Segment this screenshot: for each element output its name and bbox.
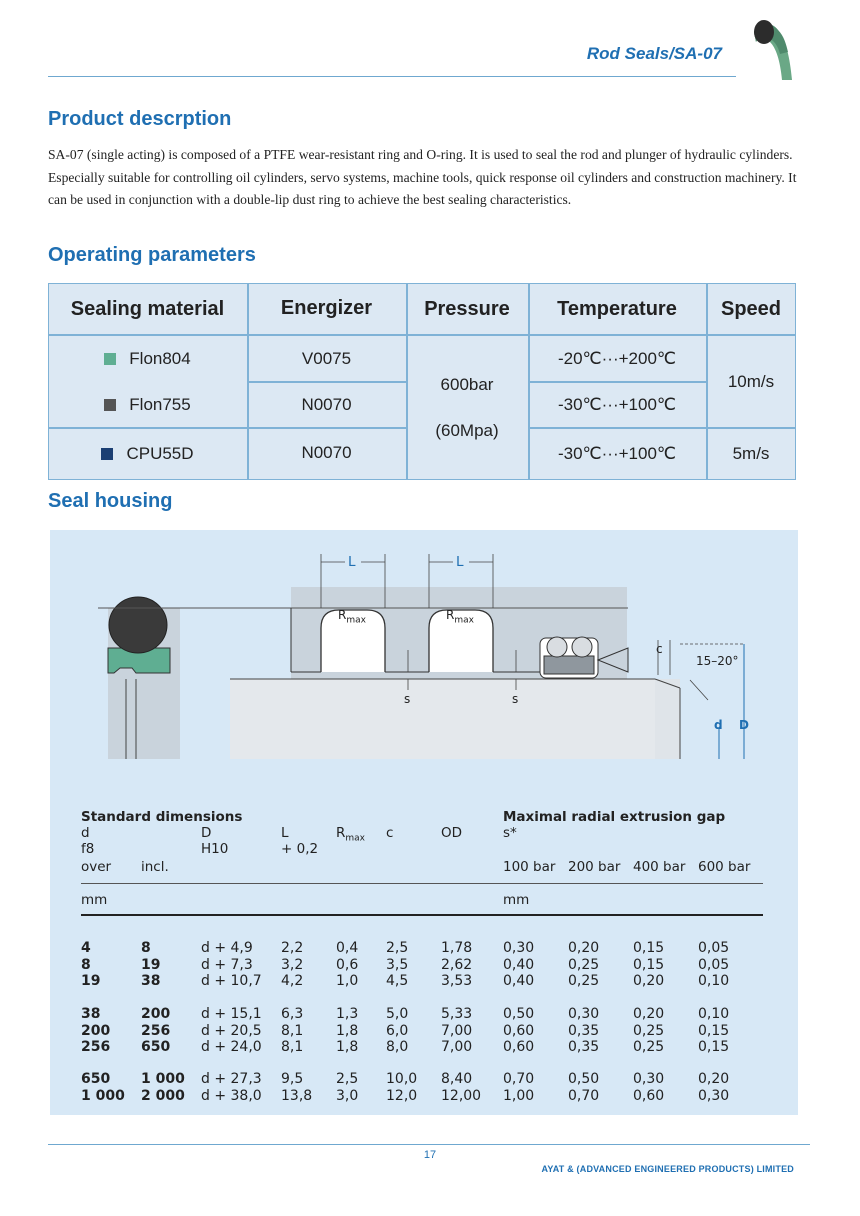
- dimension-cell: 1,3: [336, 1006, 359, 1022]
- col-D: D: [201, 825, 212, 841]
- dimension-cell: 8: [141, 940, 151, 956]
- header-speed: Speed: [720, 297, 782, 320]
- dimension-cell: 0,10: [698, 973, 730, 989]
- rmax-sub: max: [346, 615, 366, 626]
- label-s-2: s: [512, 692, 519, 706]
- dimension-cell: 8: [81, 956, 91, 973]
- col-L-tolerance: + 0,2: [281, 841, 319, 857]
- energizer-row-3: N0070: [301, 443, 352, 462]
- energizer-row-1: V0075: [301, 348, 352, 368]
- label-c: c: [656, 642, 663, 656]
- material-row-1: [48, 335, 247, 382]
- header-sealing-material: Sealing material: [70, 297, 225, 320]
- label-D: D: [739, 718, 749, 732]
- speed-row-1-2: 10m/s: [727, 371, 775, 391]
- dimension-cell: 0,15: [633, 940, 665, 956]
- col-c: c: [386, 825, 394, 841]
- dimension-cell: 0,50: [568, 1071, 600, 1087]
- dimension-cell: 8,1: [281, 1039, 304, 1055]
- dimension-cell: 4,5: [386, 973, 409, 989]
- table-rule-top: [81, 883, 763, 884]
- dimension-cell: 6,3: [281, 1006, 304, 1022]
- dimension-cell: 0,35: [568, 1039, 600, 1055]
- dimension-cell: 0,25: [568, 956, 600, 973]
- dimension-cell: 650: [141, 1039, 171, 1055]
- dimension-cell: 1,00: [503, 1087, 535, 1104]
- extrusion-gap-title: Maximal radial extrusion gap: [503, 809, 726, 825]
- dimension-cell: 7,00: [441, 1022, 473, 1039]
- dimension-cell: d + 27,3: [201, 1071, 262, 1087]
- dimension-cell: 2,62: [441, 956, 473, 973]
- col-rmax-sub: max: [345, 833, 365, 844]
- dimension-cell: 38: [81, 1006, 101, 1022]
- dimension-cell: 1,8: [336, 1022, 359, 1039]
- table-rule-bold: [81, 914, 763, 916]
- col-rmax: [336, 825, 365, 844]
- dimension-cell: d + 24,0: [201, 1039, 262, 1055]
- dimension-cell: 8,40: [441, 1071, 473, 1087]
- pressure-100: 100 bar: [503, 859, 556, 875]
- dimension-cell: 2,5: [336, 1071, 359, 1087]
- seal-housing-figure: [50, 530, 798, 1115]
- dimension-cell: 8,1: [281, 1022, 304, 1039]
- rmax-letter: R: [338, 608, 347, 622]
- dimension-cell: 2 000: [141, 1087, 185, 1104]
- dimension-cell: d + 10,7: [201, 973, 262, 989]
- dimension-cell: 0,20: [633, 973, 665, 989]
- dimension-cell: 12,0: [386, 1087, 418, 1104]
- col-d: d: [81, 825, 90, 841]
- dimension-cell: 0,70: [503, 1071, 535, 1087]
- dimension-cell: 0,60: [633, 1087, 665, 1104]
- dimension-cell: 9,5: [281, 1071, 304, 1087]
- dimension-cell: 0,30: [698, 1087, 730, 1104]
- dimension-cell: 5,0: [386, 1006, 409, 1022]
- material-name: Flon804: [129, 348, 191, 368]
- dimension-cell: 0,20: [568, 940, 600, 956]
- dimension-cell: 4,2: [281, 973, 304, 989]
- material-row-2: [48, 382, 247, 428]
- label-rmax-1: [338, 608, 366, 625]
- dimension-cell: 8,0: [386, 1039, 409, 1055]
- dimension-cell: 3,2: [281, 956, 304, 973]
- dimension-cell: 0,30: [633, 1071, 665, 1087]
- dimension-cell: 256: [81, 1039, 111, 1055]
- table-divider: [48, 334, 796, 336]
- dimension-tables: [50, 530, 798, 1115]
- seal-housing-title: Seal housing: [48, 490, 173, 512]
- dimension-cell: 200: [141, 1006, 171, 1022]
- footer-company: AYAT & (ADVANCED ENGINEERED PRODUCTS) LIMITED: [541, 1164, 794, 1174]
- unit-right: mm: [503, 892, 530, 908]
- dimension-cell: 0,70: [568, 1087, 600, 1104]
- dimension-cell: 19: [141, 956, 161, 973]
- dimension-cell: 200: [81, 1022, 111, 1039]
- dimension-cell: 3,0: [336, 1087, 359, 1104]
- dimension-cell: d + 20,5: [201, 1022, 262, 1039]
- label-L-1: L: [348, 554, 356, 570]
- header-temperature: Temperature: [557, 297, 677, 320]
- dimension-cell: 0,05: [698, 940, 730, 956]
- dimension-cell: d + 4,9: [201, 940, 253, 956]
- pressure-value: [406, 335, 528, 480]
- product-description-text: SA-07 (single acting) is composed of a PTFE wear-resistant ring and O-ring. It is used to seal the rod and plunger of hydraulic cylinders. Especially suitable for controlling oil cylinders, servo systems, machine tools, quick response oil cylinders and construction machinery. It can be used in conjunction with a double-lip dust ring to achieve the best sealing characteristics.: [48, 147, 797, 208]
- dimension-cell: 650: [81, 1071, 111, 1087]
- pressure-400: 400 bar: [633, 859, 686, 875]
- dimension-cell: 7,00: [441, 1039, 473, 1055]
- dimension-cell: 0,50: [503, 1006, 535, 1022]
- dimension-cell: 5,33: [441, 1006, 473, 1022]
- material-name: CPU55D: [126, 444, 194, 463]
- dimension-cell: 3,5: [386, 956, 409, 973]
- dimension-cell: 1 000: [81, 1087, 125, 1104]
- operating-parameters-title: Operating parameters: [48, 244, 256, 266]
- col-over: over: [81, 859, 112, 875]
- dimension-cell: 12,00: [441, 1087, 482, 1104]
- label-L-2: L: [456, 554, 464, 570]
- page-number: 17: [423, 1149, 437, 1161]
- dimension-cell: 19: [81, 973, 101, 989]
- temperature-row-3: -30℃···+100℃: [557, 444, 677, 463]
- dimension-cell: 0,40: [503, 973, 535, 989]
- dimension-cell: 0,25: [633, 1039, 665, 1055]
- col-incl: incl.: [141, 859, 169, 875]
- material-row-3: [48, 428, 247, 480]
- seal-profile-logo: [748, 18, 796, 84]
- dimension-cell: 1,8: [336, 1039, 359, 1055]
- dimension-cell: 0,15: [698, 1022, 730, 1039]
- col-OD: OD: [441, 825, 463, 841]
- dimension-cell: 0,20: [633, 1006, 665, 1022]
- col-s: s*: [503, 825, 517, 841]
- dimension-cell: 38: [141, 973, 161, 989]
- dimension-cell: 1 000: [141, 1071, 185, 1087]
- header-pressure: Pressure: [424, 297, 510, 320]
- dimension-cell: 0,15: [698, 1039, 730, 1055]
- operating-parameters-table: [48, 283, 796, 480]
- rmax-letter: R: [446, 608, 455, 622]
- table-divider: [48, 427, 406, 429]
- dimension-cell: 1,0: [336, 973, 359, 989]
- dimension-cell: 0,25: [633, 1022, 665, 1039]
- dimension-cell: 6,0: [386, 1022, 409, 1039]
- material-name: Flon755: [129, 395, 191, 414]
- header-energizer: Energizer: [280, 296, 373, 319]
- dimension-cell: d + 38,0: [201, 1087, 262, 1104]
- dimension-cell: 0,4: [336, 940, 359, 956]
- temperature-row-2: -30℃···+100℃: [557, 395, 677, 414]
- temperature-row-1: -20℃···+200℃: [557, 348, 677, 368]
- dimension-cell: 0,6: [336, 956, 359, 973]
- page-header-title: Rod Seals/SA-07: [586, 44, 722, 63]
- dimension-cell: 0,20: [698, 1071, 730, 1087]
- pressure-bar: 600bar: [440, 374, 494, 394]
- dimension-cell: 13,8: [281, 1087, 313, 1104]
- pressure-600: 600 bar: [698, 859, 751, 875]
- dimension-cell: 0,30: [503, 940, 535, 956]
- col-L: L: [281, 825, 289, 841]
- flon804-color-swatch: [104, 353, 116, 365]
- product-description-title: Product descrption: [48, 108, 232, 130]
- speed-row-3: 5m/s: [732, 444, 770, 463]
- table-divider: [528, 381, 706, 383]
- rmax-sub: max: [454, 615, 474, 626]
- label-rmax-2: [446, 608, 474, 625]
- dimension-cell: 0,25: [568, 973, 600, 989]
- pressure-mpa: (60Mpa): [435, 420, 499, 440]
- dimension-cell: 3,53: [441, 973, 473, 989]
- dimension-cell: 0,40: [503, 956, 535, 973]
- unit-left: mm: [81, 892, 108, 908]
- col-f8: f8: [81, 841, 95, 857]
- dimension-cell: 0,05: [698, 956, 730, 973]
- col-rmax-letter: R: [336, 825, 346, 841]
- dimension-cell: 0,35: [568, 1022, 600, 1039]
- header-rule: [48, 76, 736, 77]
- dimension-cell: 256: [141, 1022, 171, 1039]
- table-divider: [706, 283, 708, 480]
- table-divider: [247, 381, 406, 383]
- footer-rule: [48, 1144, 810, 1145]
- dimension-cell: 0,30: [568, 1006, 600, 1022]
- dimension-cell: 0,15: [633, 956, 665, 973]
- dimension-cell: 0,60: [503, 1022, 535, 1039]
- dimension-cell: d + 7,3: [201, 956, 253, 973]
- dimension-cell: d + 15,1: [201, 1006, 262, 1022]
- table-divider: [406, 283, 408, 480]
- dimension-cell: 10,0: [386, 1071, 418, 1087]
- energizer-row-2: N0070: [301, 395, 352, 414]
- dimension-cell: 2,2: [281, 940, 304, 956]
- pressure-200: 200 bar: [568, 859, 621, 875]
- col-H10: H10: [201, 841, 229, 857]
- dimension-cell: 4: [81, 940, 91, 956]
- standard-dimensions-title: Standard dimensions: [81, 809, 243, 825]
- table-divider: [528, 427, 796, 429]
- dimension-cell: 0,60: [503, 1039, 535, 1055]
- label-d: d: [714, 718, 723, 732]
- label-s-1: s: [404, 692, 411, 706]
- dimension-cell: 2,5: [386, 940, 409, 956]
- flon755-color-swatch: [104, 399, 116, 411]
- cpu55d-color-swatch: [101, 448, 113, 460]
- dimension-cell: 1,78: [441, 940, 473, 956]
- label-angle: 15–20°: [696, 654, 739, 668]
- dimension-cell: 0,10: [698, 1006, 730, 1022]
